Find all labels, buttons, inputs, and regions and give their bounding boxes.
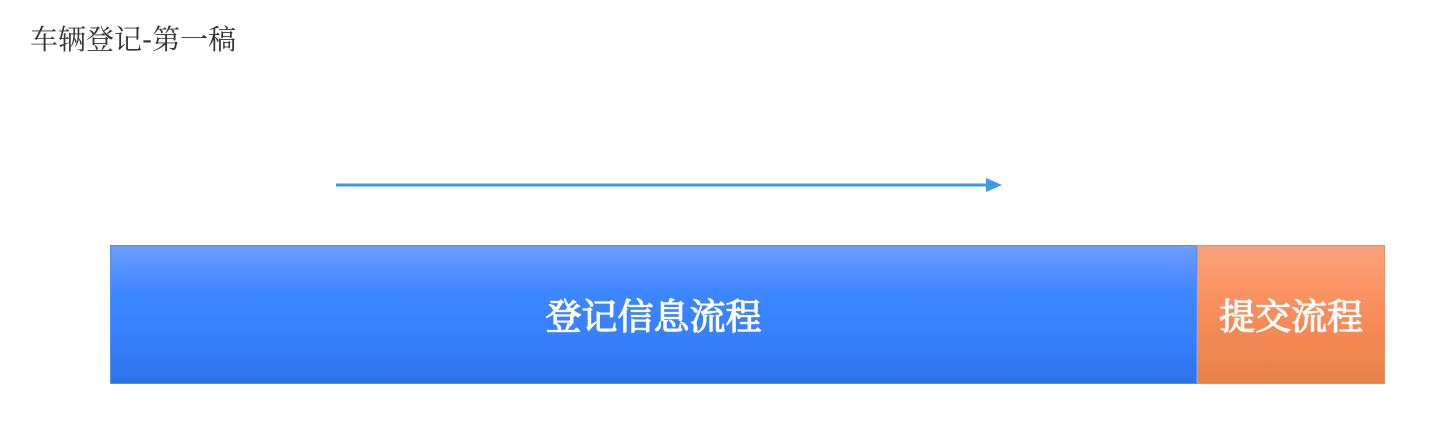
page-title: 车辆登记-第一稿: [30, 23, 237, 56]
flow-arrow: [336, 176, 1004, 194]
flow-arrow-head: [986, 178, 1002, 192]
stage-registration-info: [110, 245, 1197, 384]
stage-registration-info-label: 登记信息流程: [545, 297, 762, 338]
stage-submit-label: 提交流程: [1218, 297, 1363, 338]
stage-submit: [1197, 245, 1385, 384]
